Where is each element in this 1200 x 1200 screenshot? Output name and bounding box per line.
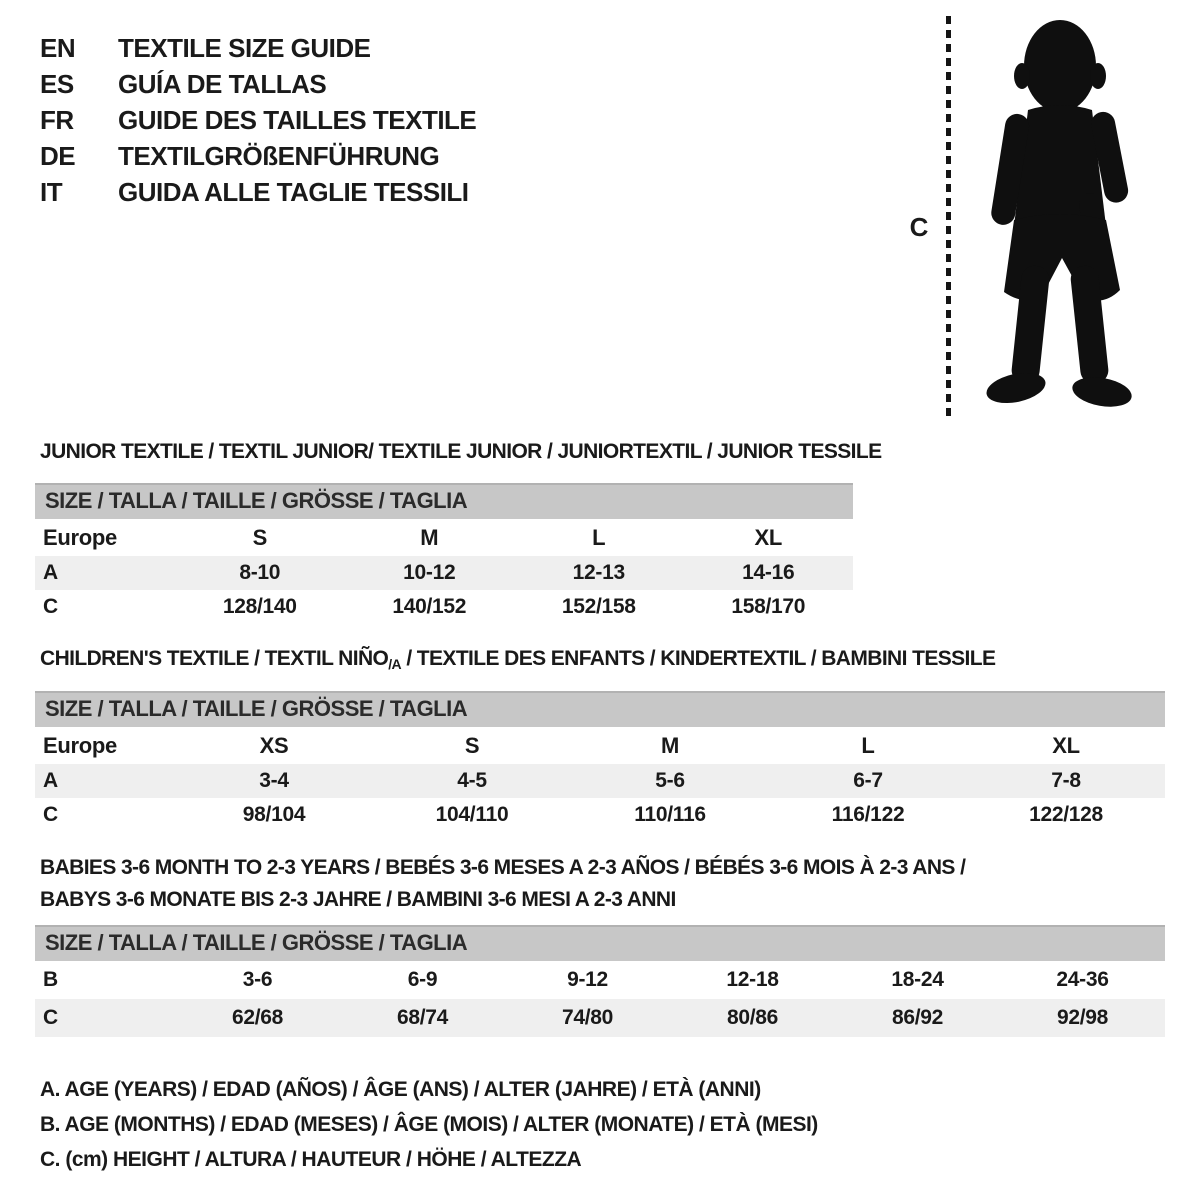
value-cell: 4-5	[373, 764, 571, 798]
value-cell: 104/110	[373, 798, 571, 832]
value-cell: 14-16	[684, 556, 854, 590]
size-column-header: XS	[175, 727, 373, 764]
language-code: ES	[40, 69, 74, 99]
language-row	[40, 138, 476, 174]
value-cell: 18-24	[835, 961, 1000, 999]
value-cell: 122/128	[967, 798, 1165, 832]
row-label-cell: C	[35, 590, 175, 624]
value-cell: 80/86	[670, 999, 835, 1037]
size-column-header: XL	[684, 519, 854, 556]
section-title-line	[40, 643, 1165, 676]
size-table	[35, 925, 1165, 1037]
language-title: GUÍA DE TALLAS	[118, 69, 327, 99]
value-cell: 98/104	[175, 798, 373, 832]
value-cell: 116/122	[769, 798, 967, 832]
height-measure-label: C	[909, 212, 929, 242]
value-cell: 74/80	[505, 999, 670, 1037]
size-header-bar: SIZE / TALLA / TAILLE / GRÖSSE / TAGLIA	[35, 925, 1165, 961]
value-cell: 86/92	[835, 999, 1000, 1037]
value-cell: 158/170	[684, 590, 854, 624]
section-title	[40, 643, 1165, 676]
language-row	[40, 30, 476, 66]
legend-line: C. (cm) HEIGHT / ALTURA / HAUTEUR / HÖHE / ALTEZZA	[40, 1148, 582, 1171]
title-text: BABYS 3-6 MONATE BIS 2-3 JAHRE / BAMBINI 3-6 MESI A 2-3 ANNI	[40, 888, 676, 911]
language-code: DE	[40, 141, 76, 171]
region-label-cell: Europe	[35, 519, 175, 556]
language-title: TEXTILE SIZE GUIDE	[118, 33, 371, 63]
size-table	[35, 691, 1165, 832]
language-code: FR	[40, 105, 74, 135]
value-cell: 10-12	[345, 556, 515, 590]
size-table	[35, 483, 853, 624]
value-cell: 12-13	[514, 556, 684, 590]
value-cell: 24-36	[1000, 961, 1165, 999]
size-column-header: S	[373, 727, 571, 764]
section-babies-textile	[35, 852, 1165, 1037]
title-subscript: /A	[388, 656, 402, 672]
language-title: TEXTILGRÖßENFÜHRUNG	[118, 141, 440, 171]
section-childrens-textile	[35, 643, 1165, 832]
language-row	[40, 174, 476, 210]
legend-line: B. AGE (MONTHS) / EDAD (MESES) / ÂGE (MOIS) / ALTER (MONATE) / ETÀ (MESI)	[40, 1113, 818, 1136]
size-column-header: L	[769, 727, 967, 764]
title-text: JUNIOR TEXTILE / TEXTIL JUNIOR/ TEXTILE JUNIOR / JUNIORTEXTIL / JUNIOR TESSILE	[40, 440, 882, 463]
row-label-cell: A	[35, 764, 175, 798]
value-cell: 140/152	[345, 590, 515, 624]
row-label-cell: A	[35, 556, 175, 590]
language-title: GUIDA ALLE TAGLIE TESSILI	[118, 177, 469, 207]
size-column-header: M	[571, 727, 769, 764]
value-cell: 62/68	[175, 999, 340, 1037]
value-cell: 7-8	[967, 764, 1165, 798]
value-cell: 152/158	[514, 590, 684, 624]
size-column-header: S	[175, 519, 345, 556]
size-header-bar: SIZE / TALLA / TAILLE / GRÖSSE / TAGLIA	[35, 483, 853, 519]
language-title: GUIDE DES TAILLES TEXTILE	[118, 105, 477, 135]
value-cell: 5-6	[571, 764, 769, 798]
region-label-cell: Europe	[35, 727, 175, 764]
size-header-bar: SIZE / TALLA / TAILLE / GRÖSSE / TAGLIA	[35, 691, 1165, 727]
value-cell: 128/140	[175, 590, 345, 624]
section-title-line	[40, 436, 882, 468]
language-row	[40, 66, 476, 102]
value-cell: 6-7	[769, 764, 967, 798]
language-header	[40, 30, 476, 210]
value-cell: 3-4	[175, 764, 373, 798]
size-column-header: L	[514, 519, 684, 556]
size-column-header: M	[345, 519, 515, 556]
value-cell: 8-10	[175, 556, 345, 590]
value-cell: 110/116	[571, 798, 769, 832]
row-label-cell: B	[35, 961, 175, 999]
value-cell: 12-18	[670, 961, 835, 999]
section-title-line	[40, 884, 1165, 916]
section-title-line	[40, 852, 1165, 884]
title-text: / TEXTILE DES ENFANTS / KINDERTEXTIL / BAMBINI TESSILE	[401, 647, 996, 670]
section-title	[40, 852, 1165, 916]
value-cell: 3-6	[175, 961, 340, 999]
language-row	[40, 102, 476, 138]
row-label-cell: C	[35, 999, 175, 1037]
title-text: BABIES 3-6 MONTH TO 2-3 YEARS / BEBÉS 3-6 MESES A 2-3 AÑOS / BÉBÉS 3-6 MOIS À 2-3 ANS /	[40, 856, 966, 879]
value-cell: 6-9	[340, 961, 505, 999]
section-title	[40, 436, 882, 468]
toddler-silhouette-icon	[972, 14, 1148, 416]
value-cell: 9-12	[505, 961, 670, 999]
measurement-legend	[40, 1072, 818, 1177]
height-measure-dotted-line	[946, 16, 951, 416]
value-cell: 92/98	[1000, 999, 1165, 1037]
title-text: CHILDREN'S TEXTILE / TEXTIL NIÑO	[40, 647, 389, 670]
row-label-cell: C	[35, 798, 175, 832]
legend-line: A. AGE (YEARS) / EDAD (AÑOS) / ÂGE (ANS) / ALTER (JAHRE) / ETÀ (ANNI)	[40, 1078, 761, 1101]
size-column-header: XL	[967, 727, 1165, 764]
language-code: EN	[40, 33, 76, 63]
value-cell: 68/74	[340, 999, 505, 1037]
section-junior-textile	[35, 436, 882, 624]
language-code: IT	[40, 177, 63, 207]
